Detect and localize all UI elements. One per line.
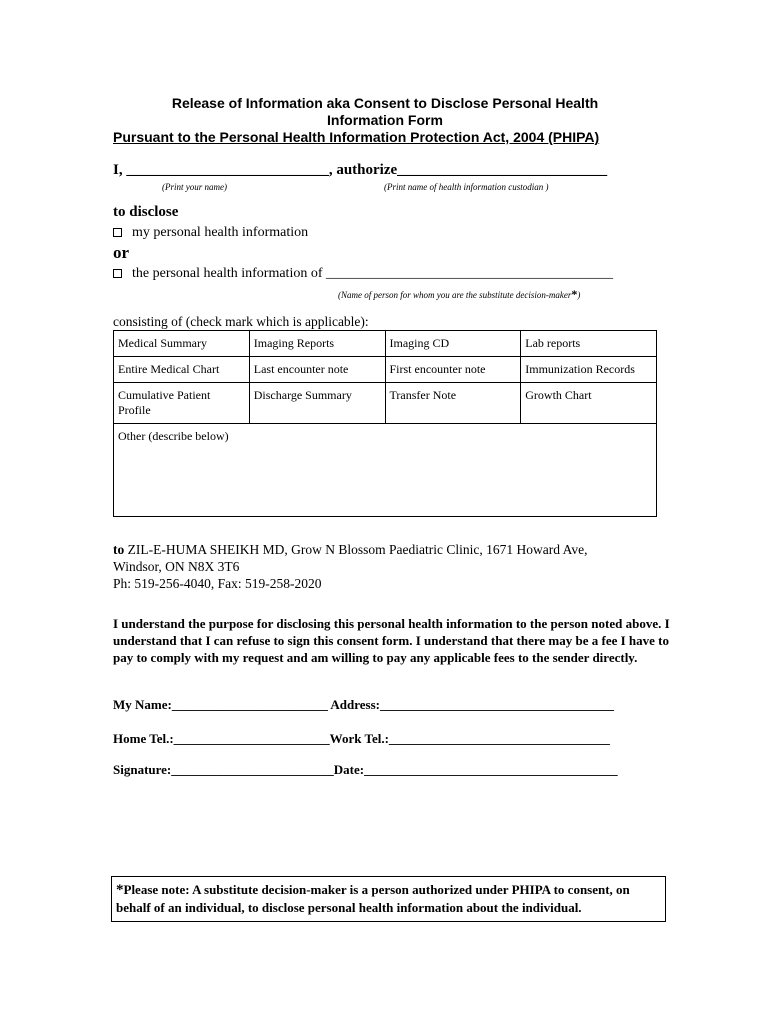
other-describe-field[interactable]: Other (describe below) [114, 424, 657, 517]
recipient-line3: Ph: 519-256-4040, Fax: 519-258-2020 [113, 576, 322, 591]
option-cumulative-patient-profile[interactable]: Cumulative Patient Profile [114, 383, 250, 424]
record-type-table [113, 330, 657, 517]
to-disclose-heading: to disclose [113, 204, 179, 220]
option-transfer-note[interactable]: Transfer Note [385, 383, 521, 424]
form-subtitle: Pursuant to the Personal Health Information Protection Act, 2004 (PHIPA) [113, 129, 600, 145]
note-star: * [116, 882, 124, 898]
recipient-address [113, 541, 587, 592]
other-person-label: the personal health information of _________________________________________ [132, 266, 613, 281]
recipient-line1 [113, 541, 587, 558]
recipient-to-label: to [113, 542, 125, 557]
option-last-encounter-note[interactable]: Last encounter note [249, 357, 385, 383]
option-imaging-reports[interactable]: Imaging Reports [249, 331, 385, 357]
substitute-hint [338, 287, 580, 302]
table-row [114, 331, 657, 357]
option-lab-reports[interactable]: Lab reports [521, 331, 657, 357]
option-growth-chart[interactable]: Growth Chart [521, 383, 657, 424]
option-first-encounter-note[interactable]: First encounter note [385, 357, 521, 383]
own-info-label: my personal health information [132, 225, 309, 240]
consisting-label: consisting of (check mark which is applicable): [113, 314, 369, 329]
phone-fields[interactable]: Home Tel.:________________________Work Tel.:__________________________________ [113, 731, 610, 746]
substitute-hint-text: (Name of person for whom you are the substitute decision-maker [338, 290, 572, 300]
table-row [114, 357, 657, 383]
form-title-line1: Release of Information aka Consent to Disclose Personal Health [171, 95, 599, 111]
option-imaging-cd[interactable]: Imaging CD [385, 331, 521, 357]
print-name-hint: (Print your name) [162, 182, 227, 192]
option-discharge-summary[interactable]: Discharge Summary [249, 383, 385, 424]
print-custodian-hint: (Print name of health information custodian ) [384, 182, 549, 192]
substitute-note-box [111, 876, 666, 922]
substitute-hint-close: ) [577, 290, 581, 300]
recipient-line1-text: ZIL-E-HUMA SHEIKH MD, Grow N Blossom Paediatric Clinic, 1671 Howard Ave, [124, 542, 588, 557]
substitute-hint-star: * [571, 287, 578, 301]
other-person-checkbox[interactable] [113, 269, 122, 278]
table-row [114, 383, 657, 424]
name-address-field[interactable]: My Name:________________________ Address:____________________________________ [113, 697, 614, 712]
consent-statement: I understand the purpose for disclosing this personal health information to the person noted above. I understand that I can refuse to sign this consent form. I understand that there may be a fee I have to pay to comply with my request and am willing to pay any applicable fees to the sender directly. [113, 616, 670, 665]
own-info-checkbox[interactable] [113, 228, 122, 237]
table-row [114, 424, 657, 517]
authorize-line: I, ___________________________, authorize____________________________ [113, 162, 608, 178]
or-label: or [113, 243, 130, 262]
option-entire-medical-chart[interactable]: Entire Medical Chart [114, 357, 250, 383]
own-info-option[interactable] [113, 225, 308, 241]
form-title-line2: Information Form [327, 112, 443, 128]
signature-date-field[interactable]: Signature:_________________________Date:_______________________________________ [113, 762, 618, 777]
other-person-option[interactable] [113, 266, 613, 282]
note-text: Please note: A substitute decision-maker is a person authorized under PHIPA to consent, on behalf of an individual, to disclose personal health information about the individual. [116, 882, 630, 915]
option-immunization-records[interactable]: Immunization Records [521, 357, 657, 383]
recipient-line2: Windsor, ON N8X 3T6 [113, 559, 240, 574]
option-medical-summary[interactable]: Medical Summary [114, 331, 250, 357]
